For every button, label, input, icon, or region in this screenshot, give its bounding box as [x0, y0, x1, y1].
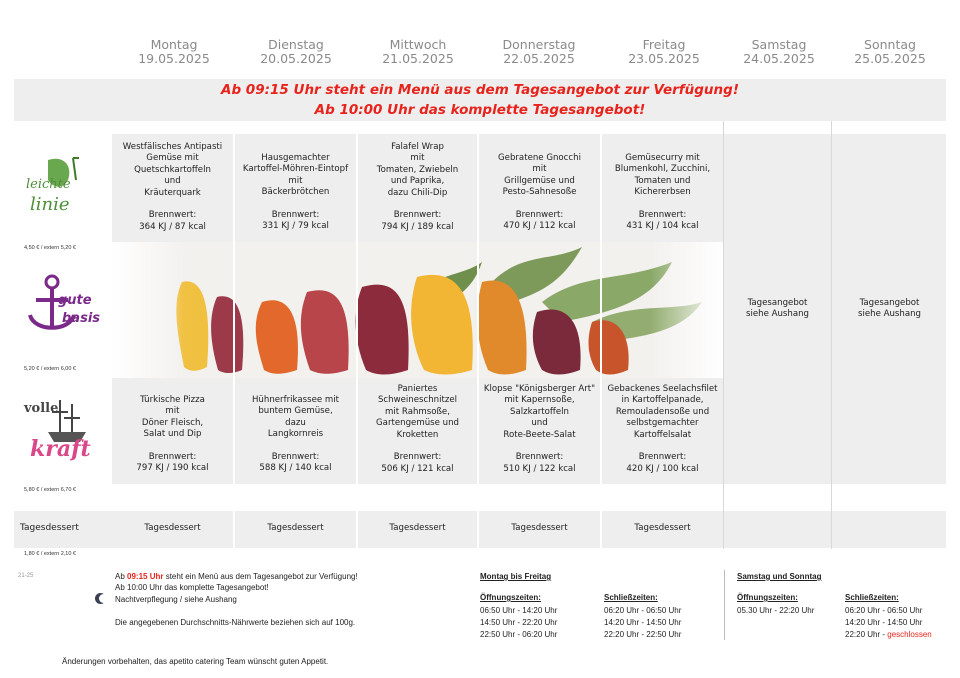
note-rest: steht ein Menü aus dem Tagesangebot zur Verfügung! [163, 572, 358, 581]
gute-basis-logo [22, 270, 102, 340]
menu-volle-monday: Türkische Pizza mit Döner Fleisch, Salat und Dip Brennwert: 797 KJ / 190 kcal [136, 395, 209, 474]
banner-line-2: Ab 10:00 Uhr das komplette Tagesangebot! [314, 102, 646, 118]
menu-volle-wednesday: Paniertes Schweineschnitzel mit Rahmsoße, Gartengemüse und Kroketten Brennwert: 506 KJ / 121 kcal [376, 384, 459, 474]
weekday-close-3: 22:20 Uhr - 22:50 Uhr [604, 630, 682, 639]
logo-text: linie [30, 194, 70, 215]
dessert-thursday: Tagesdessert [511, 523, 568, 533]
footer-note-2: Ab 10:00 Uhr das komplette Tagesangebot! [115, 583, 269, 592]
note-time: 09:15 Uhr [127, 572, 164, 581]
price-gute: 5,20 € / extern 6,00 € [24, 366, 76, 372]
leichte-linie-logo [18, 150, 100, 220]
menu-leichte-friday: Gemüsecurry mit Blumenkohl, Zucchini, Tomaten und Kichererbsen Brennwert: 431 KJ / 104 kcal [614, 153, 711, 232]
menu-volle-friday: Gebackenes Seelachsfilet in Kartoffelpanade, Remouladensoße und selbstgemachter Kartoffelsalat Brennwert: 420 KJ / 100 kcal [607, 384, 718, 474]
weekday-title: Montag bis Freitag [480, 572, 552, 581]
dessert-monday: Tagesdessert [144, 523, 201, 533]
weekend-open-1: 05.30 Uhr - 22:20 Uhr [737, 606, 815, 615]
day-date: 19.05.2025 [138, 51, 210, 66]
day-header-wednesday [359, 38, 477, 66]
day-date: 21.05.2025 [382, 51, 454, 66]
day-header-friday [604, 38, 724, 66]
moon-icon [95, 593, 106, 604]
menu-volle-tuesday: Hühnerfrikassee mit buntem Gemüse, dazu Langkornreis Brennwert: 588 KJ / 140 kcal [251, 395, 340, 474]
day-date: 23.05.2025 [628, 51, 700, 66]
day-name: Mittwoch [389, 37, 447, 52]
menu-leichte-tuesday: Hausgemachter Kartoffel-Möhren-Eintopf mit Bäckerbrötchen Brennwert: 331 KJ / 79 kcal [242, 153, 349, 232]
weekend-title: Samstag und Sonntag [737, 572, 822, 581]
night-note: Nachtverpflegung / siehe Aushang [115, 595, 237, 604]
closing-note: Änderungen vorbehalten, das apetito catering Team wünscht guten Appetit. [62, 657, 329, 666]
weekday-close-1: 06:20 Uhr - 06:50 Uhr [604, 606, 682, 615]
weekday-open-label: Öffnungszeiten: [480, 593, 541, 602]
nutrition-note: Die angegebenen Durchschnitts-Nährwerte beziehen sich auf 100g. [115, 618, 356, 627]
logo-text: kraft [30, 436, 91, 462]
weekend-close-last: 22:20 Uhr - [845, 630, 888, 639]
price-volle: 5,80 € / extern 6,70 € [24, 487, 76, 493]
day-header-monday [115, 38, 233, 66]
weekend-close-label: Schließzeiten: [845, 593, 899, 602]
column-separator [723, 121, 724, 549]
day-name: Montag [150, 37, 198, 52]
weekend-close-2: 14:20 Uhr - 14:50 Uhr [845, 618, 923, 627]
logo-text: volle [24, 401, 59, 416]
logo-text: basis [62, 311, 101, 326]
logo-text: gute [58, 293, 92, 308]
day-name: Freitag [642, 37, 686, 52]
day-header-tuesday [237, 38, 355, 66]
price-dessert: 1,80 € / extern 2,10 € [24, 551, 76, 557]
dessert-tuesday: Tagesdessert [267, 523, 324, 533]
menu-leichte-monday: Westfälisches Antipasti Gemüse mit Quetschkartoffeln und Kräuterquark Brennwert: 364 KJ / 87 kcal [122, 142, 223, 232]
day-header-thursday [480, 38, 598, 66]
note-prefix: Ab [115, 572, 128, 581]
day-header-saturday [726, 38, 832, 66]
photo-gap [233, 242, 235, 378]
day-date: 24.05.2025 [743, 51, 815, 66]
day-header-sunday [834, 38, 946, 66]
weekday-close-2: 14:20 Uhr - 14:50 Uhr [604, 618, 682, 627]
weekday-open-2: 14:50 Uhr - 22:20 Uhr [480, 618, 558, 627]
footer-divider [724, 570, 725, 640]
weekday-open-3: 22:50 Uhr - 06:20 Uhr [480, 630, 558, 639]
weekend-offer-sunday: Tagesangebot siehe Aushang [857, 298, 922, 320]
closed-label: geschlossen [887, 630, 932, 639]
logo-text: leichte [26, 177, 71, 192]
dessert-wednesday: Tagesdessert [389, 523, 446, 533]
form-code: 21-25 [18, 573, 34, 579]
menu-leichte-wednesday: Falafel Wrap mit Tomaten, Zwiebeln und Paprika, dazu Chili-Dip Brennwert: 794 KJ / 189 kcal [376, 142, 459, 232]
day-date: 22.05.2025 [503, 51, 575, 66]
weekend-open-label: Öffnungszeiten: [737, 593, 798, 602]
vegetables-image [112, 242, 724, 378]
weekday-close-label: Schließzeiten: [604, 593, 658, 602]
volle-kraft-logo [22, 392, 102, 464]
dessert-label: Tagesdessert [20, 523, 79, 533]
column-separator [831, 121, 832, 549]
day-name: Donnerstag [502, 37, 576, 52]
dessert-friday: Tagesdessert [634, 523, 691, 533]
day-date: 25.05.2025 [854, 51, 926, 66]
day-name: Sonntag [864, 37, 916, 52]
day-name: Dienstag [268, 37, 324, 52]
weekend-close-1: 06:20 Uhr - 06:50 Uhr [845, 606, 923, 615]
weekday-open-1: 06:50 Uhr - 14:20 Uhr [480, 606, 558, 615]
day-date: 20.05.2025 [260, 51, 332, 66]
footer-note-1 [115, 571, 358, 583]
menu-leichte-thursday: Gebratene Gnocchi mit Grillgemüse und Pesto-Sahnesoße Brennwert: 470 KJ / 112 kcal [498, 153, 581, 232]
weekend-close-3 [845, 629, 932, 641]
menu-volle-thursday: Klopse "Königsberger Art" mit Kapernsoße, Salzkartoffeln und Rote-Beete-Salat Brennwert: 510 KJ / 122 kcal [483, 384, 596, 474]
price-leichte: 4,50 € / extern 5,20 € [24, 245, 76, 251]
day-name: Samstag [751, 37, 807, 52]
banner-line-1: Ab 09:15 Uhr steht ein Menü aus dem Tagesangebot zur Verfügung! [221, 82, 739, 98]
weekend-offer-saturday: Tagesangebot siehe Aushang [745, 298, 810, 320]
